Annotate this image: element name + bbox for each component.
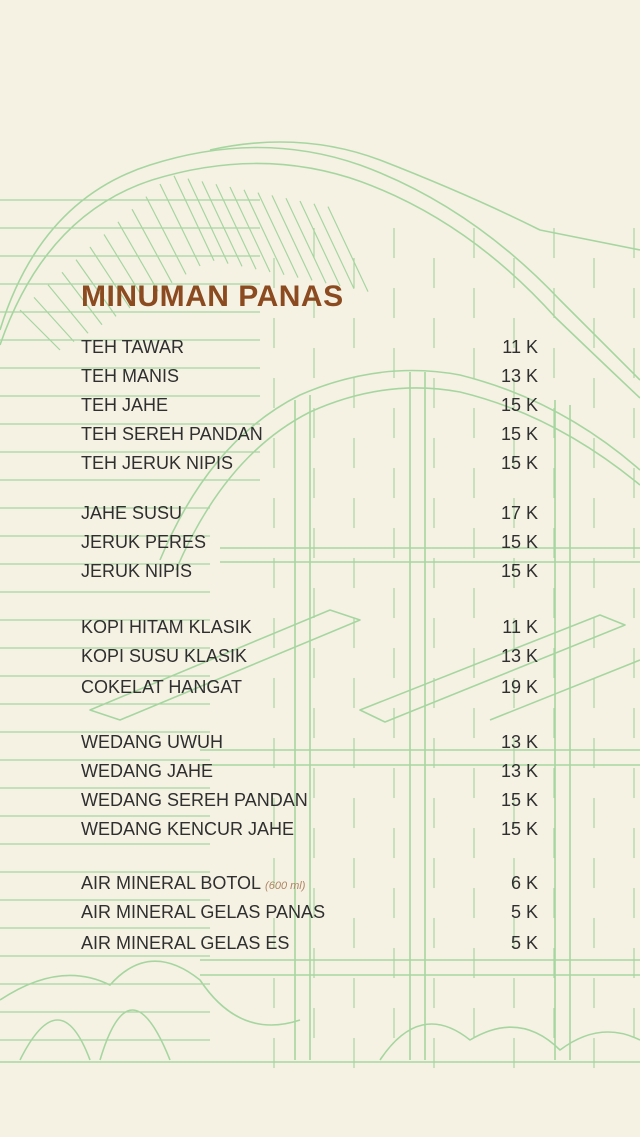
menu-item-price: 17 K [500,502,538,523]
menu-item-price: 15 K [500,531,538,552]
menu-item-label: WEDANG JAHE [81,760,214,781]
menu-item-price: 15 K [500,423,538,444]
menu-item-price: 11 K [502,336,538,357]
menu-item-price: 5 K [510,901,538,922]
menu-item-label: TEH SEREH PANDAN [81,423,263,444]
menu-item-name [81,503,182,524]
menu-item-label: KOPI SUSU KLASIK [81,645,248,666]
menu-item [81,421,538,447]
menu-item-name [81,732,223,753]
menu-item-name [81,933,289,954]
menu-item-label: AIR MINERAL GELAS ES [81,932,290,953]
menu-item [81,500,538,526]
menu-item-label: WEDANG UWUH [81,731,223,752]
menu-item-name [81,337,184,358]
menu-item-name [81,617,252,638]
menu-item-label: COKELAT HANGAT [81,676,243,697]
menu-item-label: TEH JAHE [81,394,169,415]
menu-item-price: 15 K [500,560,538,581]
menu-item-label: TEH TAWAR [81,336,184,357]
menu-item [81,614,538,640]
menu-item-label: TEH MANIS [81,365,180,386]
menu-item-note: (600 ml) [265,879,306,892]
menu-item-label: WEDANG KENCUR JAHE [81,818,295,839]
menu-item-price: 5 K [510,932,538,953]
menu-item-label: JAHE SUSU [81,502,183,523]
menu-item [81,870,538,896]
menu-item-name [81,761,213,782]
menu-item-name [81,873,305,894]
menu-item-price: 13 K [500,365,538,386]
menu-item-label: AIR MINERAL GELAS PANAS [81,901,326,922]
menu-item [81,558,538,584]
menu-item-price: 15 K [500,789,538,810]
menu-item-price: 6 K [510,872,538,893]
menu-item [81,816,538,842]
menu-item-name [81,790,308,811]
menu-item-name [81,902,325,923]
menu-item-price: 15 K [500,818,538,839]
menu-item-name [81,424,263,445]
menu-item [81,787,538,813]
menu-item-label: WEDANG SEREH PANDAN [81,789,308,810]
menu-item [81,334,538,360]
menu-item-price: 15 K [500,452,538,473]
menu-item-label: JERUK NIPIS [81,560,193,581]
menu-item [81,643,538,669]
menu-item [81,758,538,784]
menu-item [81,392,538,418]
menu-item-price: 19 K [500,676,538,697]
menu-item-name [81,819,294,840]
menu-title: MINUMAN PANAS [81,280,344,313]
menu-item [81,674,538,700]
menu-item [81,363,538,389]
menu-item [81,930,538,956]
menu-item-price: 11 K [502,616,538,637]
menu-item [81,899,538,925]
menu-item-name [81,395,168,416]
menu-item-name [81,677,242,698]
menu-item-label: TEH JERUK NIPIS [81,452,234,473]
menu-item [81,729,538,755]
menu-item-price: 13 K [500,645,538,666]
menu-item-label: KOPI HITAM KLASIK [81,616,252,637]
menu-item-name [81,646,247,667]
menu-item [81,529,538,555]
menu-item-name [81,453,233,474]
menu-item-name [81,561,192,582]
menu-item-price: 15 K [500,394,538,415]
menu-item-label: AIR MINERAL BOTOL [81,872,262,893]
menu-item-name [81,366,179,387]
menu-item-price: 13 K [500,731,538,752]
menu-item-price: 13 K [500,760,538,781]
menu-item-name [81,532,206,553]
menu-item [81,450,538,476]
menu-item-label: JERUK PERES [81,531,207,552]
